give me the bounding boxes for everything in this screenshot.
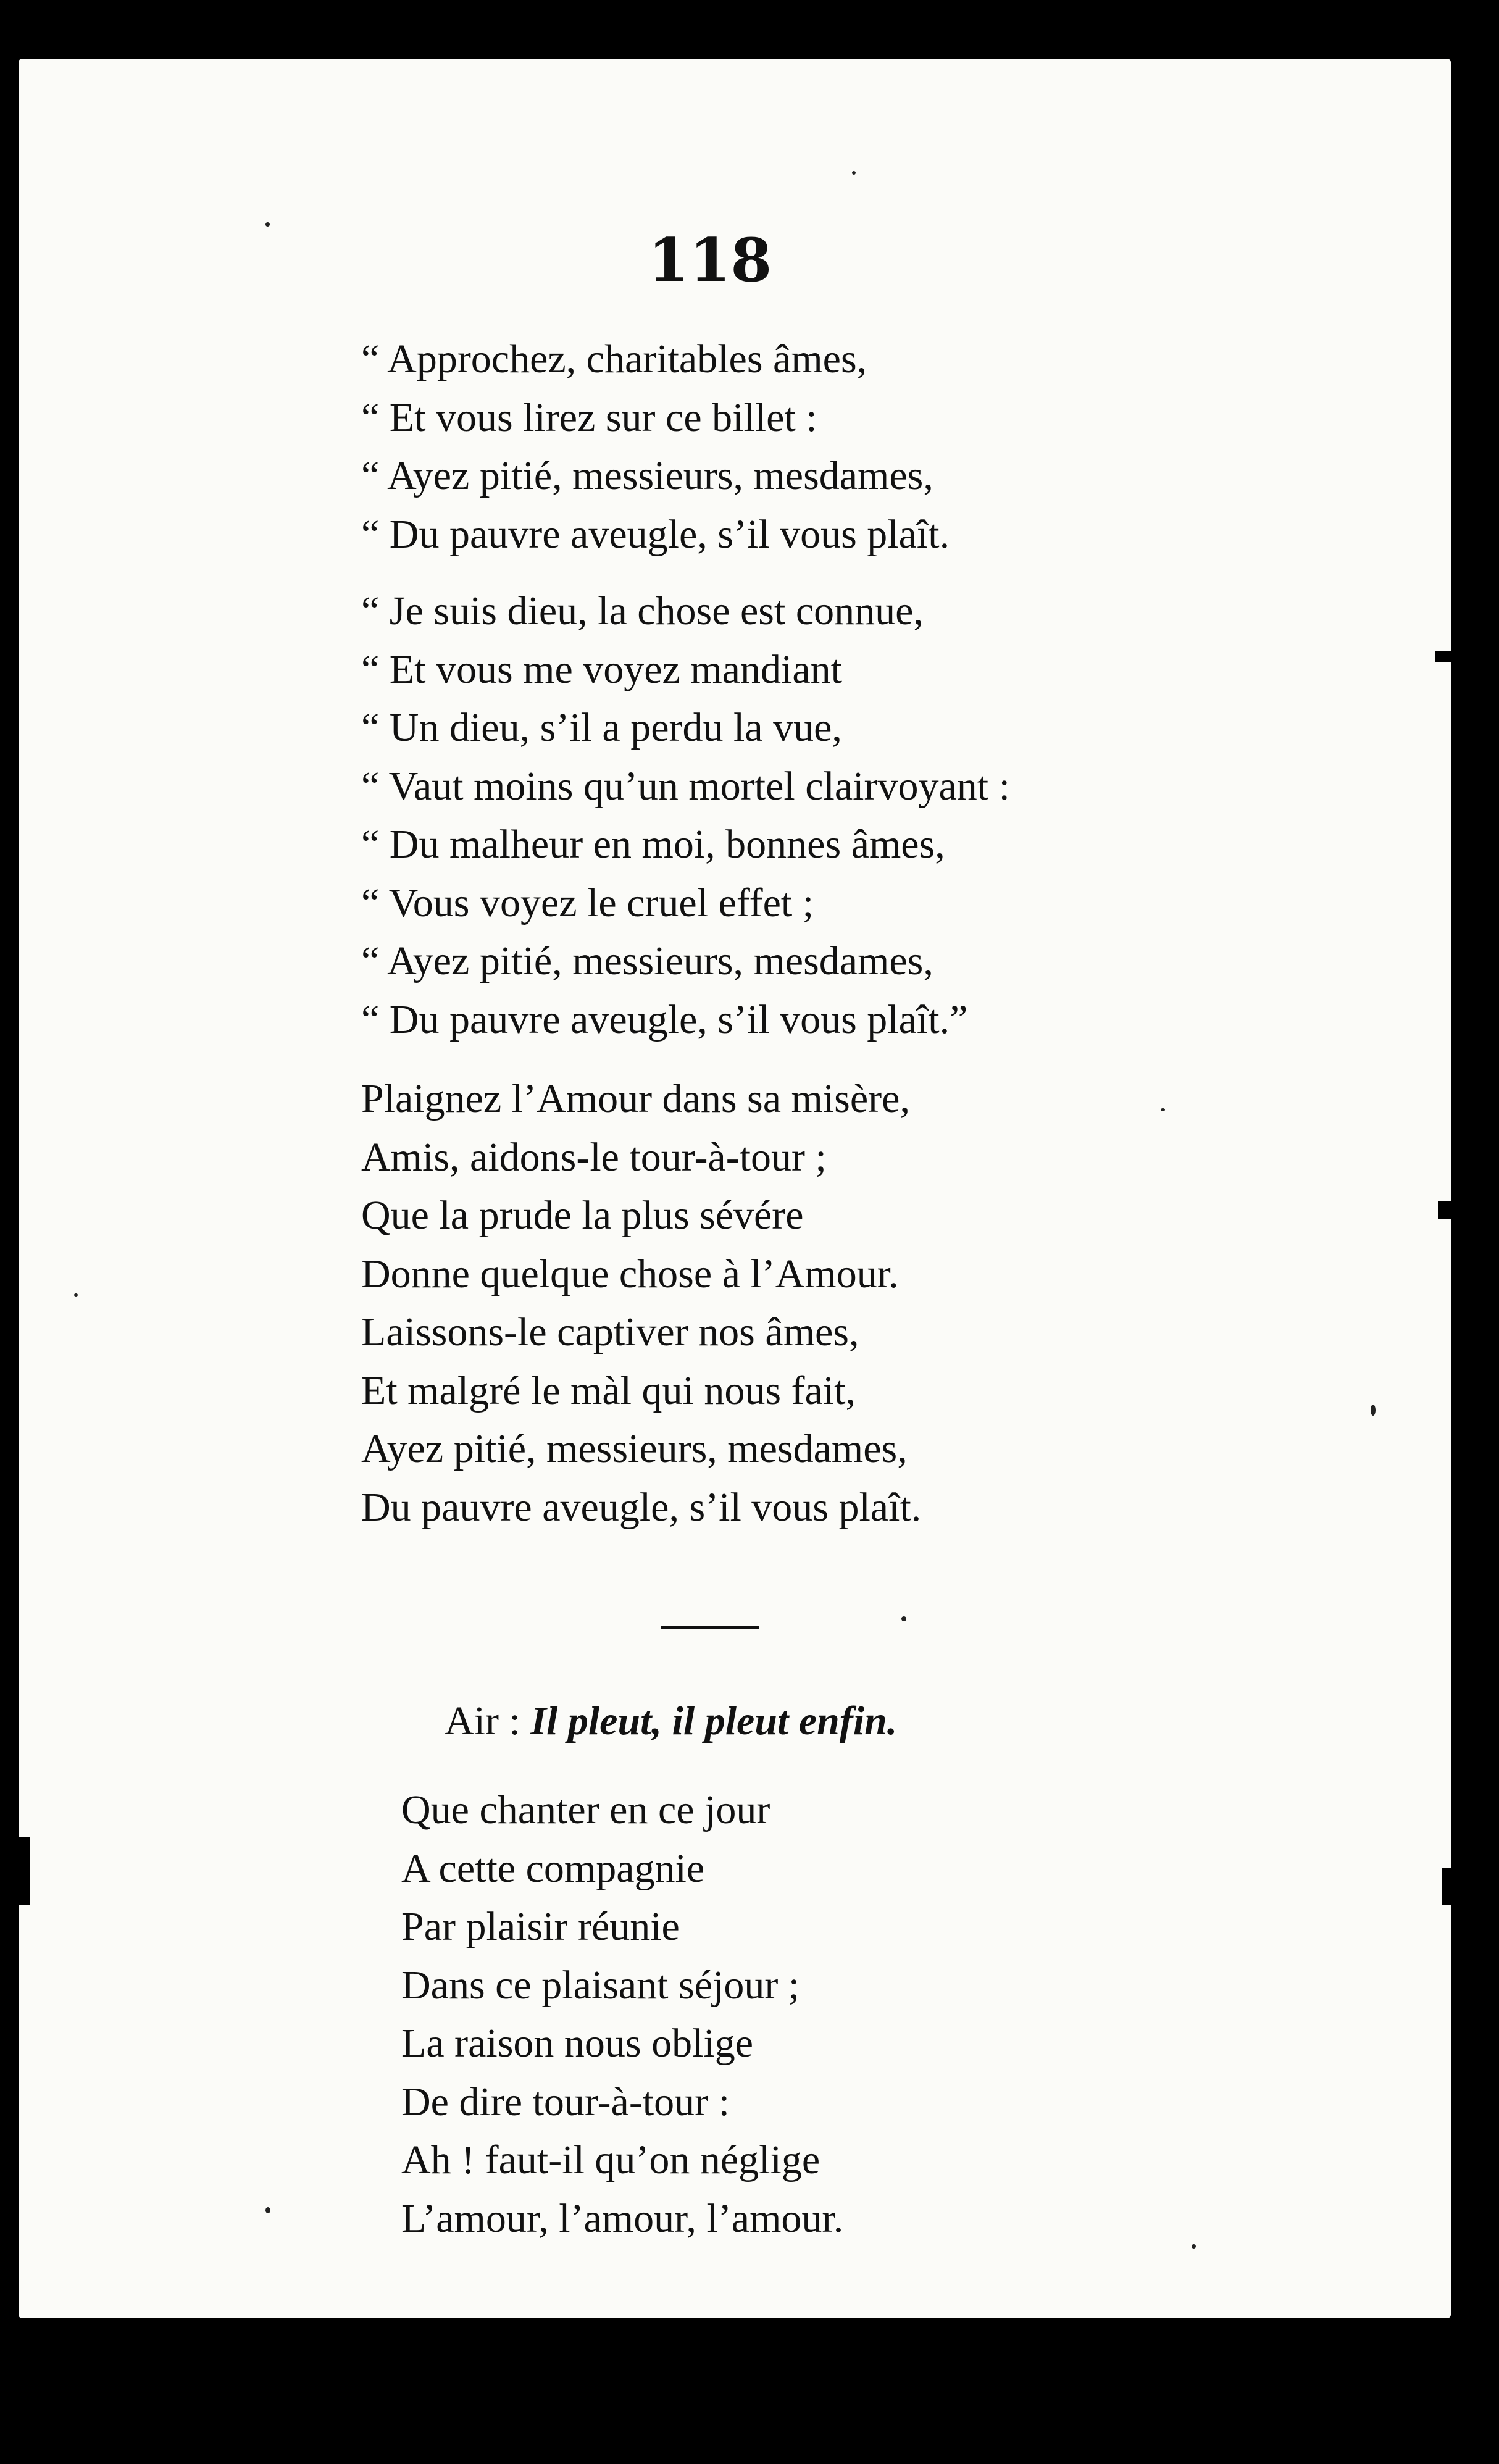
stanza-1 — [361, 330, 950, 564]
verse-line: Donne quelque chose à l’Amour. — [361, 1251, 899, 1297]
stanza-3 — [361, 1070, 921, 1537]
binding-mark — [12, 1837, 30, 1905]
verse-line: “ Du malheur en moi, bonnes âmes, — [361, 822, 945, 867]
verse-line: Plaignez l’Amour dans sa misère, — [361, 1076, 910, 1121]
verse-line: Ah ! faut-il qu’on néglige — [401, 2137, 820, 2182]
verse-line: “ Un dieu, s’il a perdu la vue, — [361, 705, 842, 750]
verse-line: A cette compagnie — [401, 1845, 705, 1891]
dust-speck — [852, 171, 856, 175]
verse-line: L’amour, l’amour, l’amour. — [401, 2195, 844, 2241]
verse-line: La raison nous oblige — [401, 2021, 754, 2066]
verse-line: Dans ce plaisant séjour ; — [401, 1962, 800, 2008]
verse-line: Du pauvre aveugle, s’il vous plaît. — [361, 1484, 922, 1530]
verse-line: “ Je suis dieu, la chose est connue, — [361, 588, 924, 633]
binding-mark — [1442, 1868, 1472, 1905]
paper-sheet — [19, 59, 1451, 2318]
verse-line: “ Approchez, charitables âmes, — [361, 336, 867, 382]
verse-line: Laissons-le captiver nos âmes, — [361, 1309, 859, 1355]
verse-line: Par plaisir réunie — [401, 1904, 680, 1949]
verse-line: “ Du pauvre aveugle, s’il vous plaît. — [361, 511, 950, 557]
air-heading — [445, 1698, 897, 1745]
verse-line: “ Et vous lirez sur ce billet : — [361, 395, 817, 440]
verse-line: “ Ayez pitié, messieurs, mesdames, — [361, 938, 933, 984]
dust-speck — [1371, 1405, 1376, 1416]
verse-line: Et malgré le màl qui nous fait, — [361, 1368, 856, 1413]
verse-line: “ Du pauvre aveugle, s’il vous plaît.” — [361, 996, 968, 1042]
stanza-2 — [361, 582, 1010, 1049]
verse-line: “ Ayez pitié, messieurs, mesdames, — [361, 453, 933, 498]
verse-line: “ Vous voyez le cruel effet ; — [361, 880, 814, 925]
dust-speck — [265, 222, 270, 227]
verse-line: Que la prude la plus sévére — [361, 1193, 804, 1238]
verse-line: Amis, aidons-le tour-à-tour ; — [361, 1134, 827, 1180]
page-number: 118 — [648, 225, 772, 295]
verse-line: Ayez pitié, messieurs, mesdames, — [361, 1426, 908, 1471]
verse-line: Que chanter en ce jour — [401, 1787, 770, 1832]
binding-mark — [1438, 1201, 1469, 1219]
verse-line: “ Et vous me voyez mandiant — [361, 646, 842, 692]
air-label: Air : — [445, 1698, 520, 1744]
section-divider — [661, 1626, 759, 1629]
stanza-4 — [401, 1781, 843, 2248]
air-title: Il pleut, il pleut enfin. — [530, 1698, 898, 1744]
verse-line: De dire tour-à-tour : — [401, 2079, 730, 2124]
verse-line: “ Vaut moins qu’un mortel clairvoyant : — [361, 763, 1010, 809]
dust-speck — [74, 1293, 78, 1297]
dust-speck — [1192, 2244, 1196, 2249]
dust-speck — [1161, 1108, 1165, 1111]
dust-speck — [901, 1616, 906, 1621]
binding-mark — [1435, 651, 1472, 662]
dust-speck — [265, 2207, 270, 2213]
